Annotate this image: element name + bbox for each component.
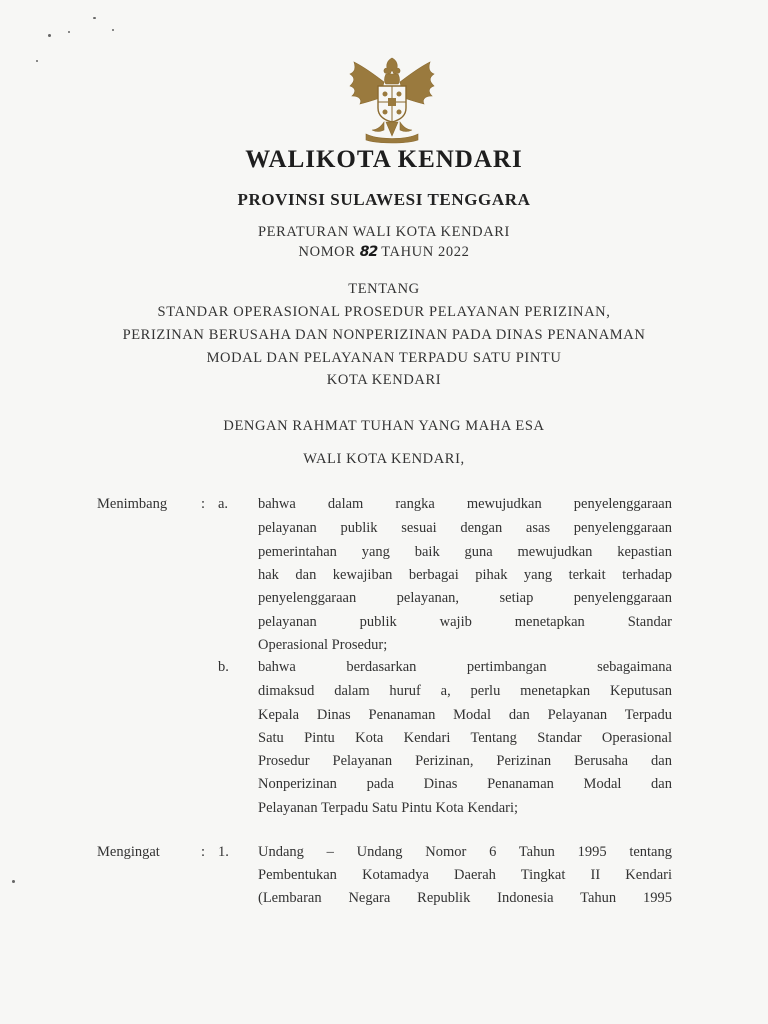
item-marker: a.: [218, 496, 229, 512]
mengingat-label: Mengingat: [97, 844, 160, 860]
paragraph-line: Pembentukan Kotamadya Daerah Tingkat II Kendari: [258, 867, 672, 883]
scan-speck: [93, 17, 96, 19]
subject-line: STANDAR OPERASIONAL PROSEDUR PELAYANAN PERIZINAN,: [157, 304, 611, 320]
nomor-value: 82: [359, 244, 378, 260]
scan-speck: [48, 34, 51, 37]
paragraph-line: Undang – Undang Nomor 6 Tahun 1995 tentang: [258, 844, 672, 860]
paragraph-line: pelayanan publik sesuai dengan asas penyelenggaraan: [258, 520, 672, 536]
paragraph-line: Prosedur Pelayanan Perizinan, Perizinan Berusaha dan: [258, 753, 672, 769]
paragraph-line: (Lembaran Negara Republik Indonesia Tahun 1995: [258, 890, 672, 906]
paragraph-line: Pelayanan Terpadu Satu Pintu Kota Kendari;: [258, 800, 519, 816]
garuda-emblem-icon: [346, 56, 438, 144]
scan-speck: [12, 880, 15, 883]
tentang-label: TENTANG: [348, 281, 420, 297]
menimbang-colon: :: [201, 496, 206, 512]
subject-line: MODAL DAN PELAYANAN TERPADU SATU PINTU: [206, 350, 562, 366]
year-label: TAHUN 2022: [381, 244, 470, 260]
paragraph-line: pelayanan publik wajib menetapkan Standar: [258, 614, 672, 630]
paragraph-line: pemerintahan yang baik guna mewujudkan kepastian: [258, 544, 672, 560]
paragraph-line: Satu Pintu Kota Kendari Tentang Standar Operasional: [258, 730, 672, 746]
paragraph-line: bahwa dalam rangka mewujudkan penyelenggaraan: [258, 496, 672, 512]
paragraph-line: Kepala Dinas Penanaman Modal dan Pelayanan Terpadu: [258, 707, 672, 723]
province-title: PROVINSI SULAWESI TENGGARA: [237, 190, 531, 209]
issuer-title: WALIKOTA KENDARI: [245, 146, 523, 173]
paragraph-line: penyelenggaraan pelayanan, setiap penyelenggaraan: [258, 590, 672, 606]
authority: WALI KOTA KENDARI,: [303, 451, 465, 467]
paragraph-line: Nonperizinan pada Dinas Penanaman Modal dan: [258, 776, 672, 792]
nomor-label: NOMOR: [298, 244, 356, 260]
paragraph-line: Operasional Prosedur;: [258, 637, 388, 653]
subject-line: KOTA KENDARI: [326, 372, 442, 388]
scan-speck: [68, 31, 70, 33]
item-marker: 1.: [218, 844, 229, 860]
regulation-type: PERATURAN WALI KOTA KENDARI: [257, 224, 510, 240]
paragraph-line: dimaksud dalam huruf a, perlu menetapkan Keputusan: [258, 683, 672, 699]
item-marker: b.: [218, 659, 229, 675]
subject-line: PERIZINAN BERUSAHA DAN NONPERIZINAN PADA DINAS PENANAMAN: [122, 327, 646, 343]
mengingat-colon: :: [201, 844, 206, 860]
regulation-number-line: [0, 244, 768, 261]
scan-speck: [36, 60, 38, 62]
scan-speck: [112, 29, 114, 31]
paragraph-line: bahwa berdasarkan pertimbangan sebagaimana: [258, 659, 672, 675]
menimbang-label: Menimbang: [97, 496, 168, 512]
invocation: DENGAN RAHMAT TUHAN YANG MAHA ESA: [223, 418, 545, 434]
paragraph-line: hak dan kewajiban berbagai pihak yang terkait terhadap: [258, 567, 672, 583]
